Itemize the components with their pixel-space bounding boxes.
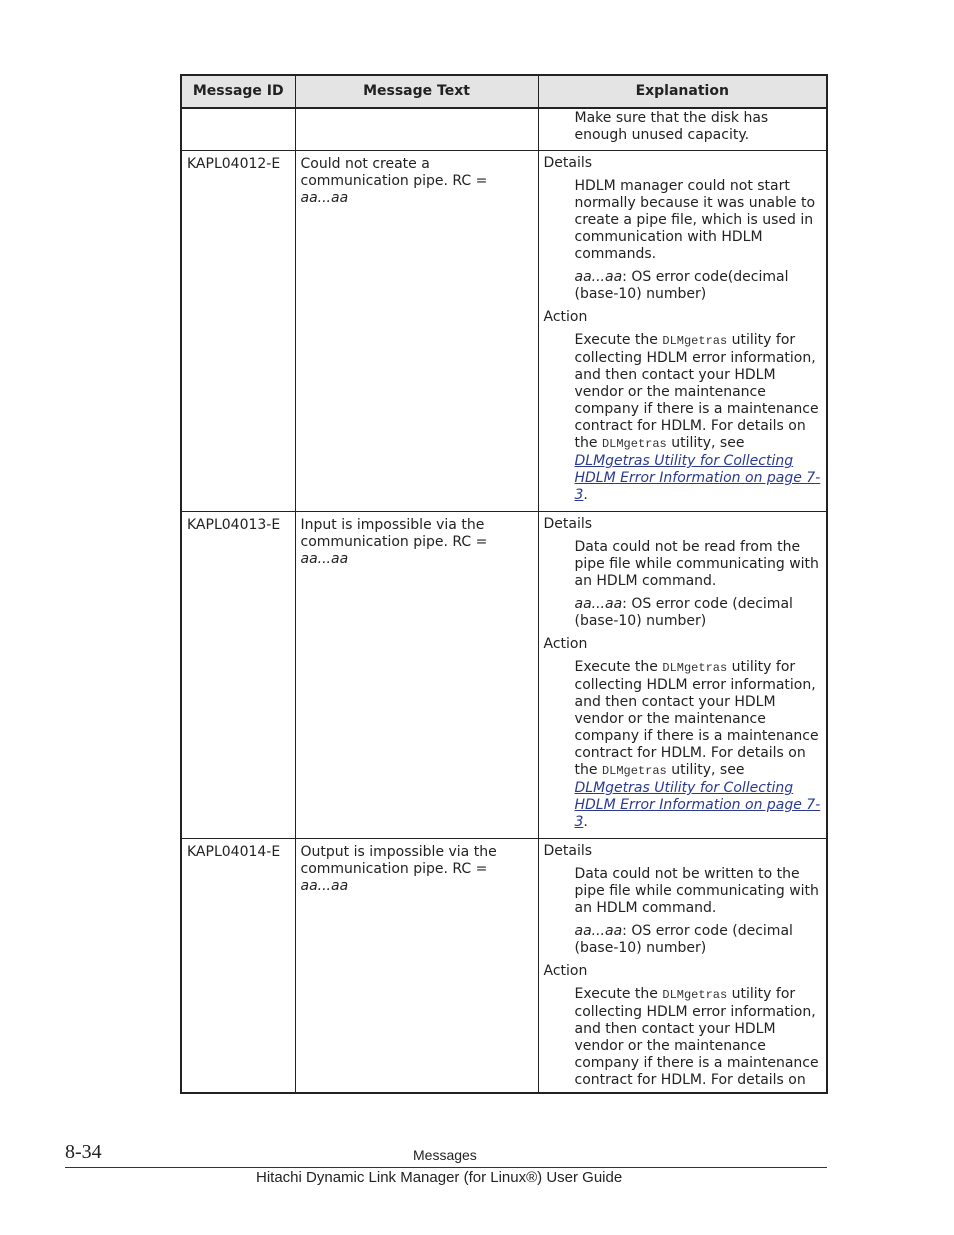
variable-name: aa...aa <box>574 269 623 285</box>
command-name: DLMgetras <box>662 988 728 1002</box>
action-text-part: Execute the <box>574 659 663 675</box>
command-name: DLMgetras <box>601 437 667 451</box>
action-text <box>575 986 822 1089</box>
details-text: Data could not be read from the pipe file while communicating with an HDLM command. <box>574 539 819 589</box>
table-row <box>181 512 827 839</box>
action-text-end: . <box>583 487 588 503</box>
action-text-part: utility for collecting HDLM error information, and then contact your HDLM vendor or the maintenance company if there is a maintenance contract for HDLM. For details on <box>574 986 819 1088</box>
message-text <box>295 151 538 512</box>
details-text: HDLM manager could not start normally because it was unable to create a pipe file, which is used in communication with HDLM commands. <box>574 178 816 262</box>
command-name: DLMgetras <box>662 334 728 348</box>
continued-explanation-cell <box>538 108 827 151</box>
reference-link[interactable]: DLMgetras Utility for Collecting HDLM Error Information on page 7-3 <box>574 453 821 503</box>
action-text-part: utility, see <box>666 435 745 451</box>
action-label: Action <box>543 963 588 979</box>
message-text-variable: aa...aa <box>300 878 349 894</box>
explanation-cell <box>538 839 827 1094</box>
message-id: KAPL04012-E <box>181 151 295 512</box>
message-text-prefix: Could not create a communication pipe. RC = <box>300 156 488 189</box>
message-text-variable: aa...aa <box>300 551 349 567</box>
command-name: DLMgetras <box>662 661 728 675</box>
message-id: KAPL04014-E <box>181 839 295 1094</box>
action-label: Action <box>543 636 588 652</box>
action-label: Action <box>543 309 588 325</box>
footer-book-title: Hitachi Dynamic Link Manager (for Linux®) User Guide <box>256 1169 623 1186</box>
header-message-text: Message Text <box>295 75 538 108</box>
table-row <box>181 839 827 1094</box>
action-text-part: Execute the <box>574 986 663 1002</box>
details-text: Data could not be written to the pipe file while communicating with an HDLM command. <box>574 866 819 916</box>
explanation-cell <box>538 151 827 512</box>
action-text-part: utility for collecting HDLM error information, and then contact your HDLM vendor or the maintenance company if there is a maintenance contract for HDLM. For details on the <box>574 332 819 451</box>
message-text-prefix: Input is impossible via the communication pipe. RC = <box>300 517 488 550</box>
variable-description <box>575 923 822 957</box>
action-text-part: Execute the <box>574 332 663 348</box>
continued-action-text: Make sure that the disk has enough unused capacity. <box>574 110 769 143</box>
command-name: DLMgetras <box>601 764 667 778</box>
footer-divider <box>65 1167 827 1168</box>
variable-name: aa...aa <box>574 923 623 939</box>
details-label: Details <box>543 516 593 532</box>
messages-table <box>180 74 828 1094</box>
action-text-part: utility for collecting HDLM error information, and then contact your HDLM vendor or the maintenance company if there is a maintenance contract for HDLM. For details on the <box>574 659 819 778</box>
explanation-cell <box>538 512 827 839</box>
message-text-prefix: Output is impossible via the communication pipe. RC = <box>300 844 497 877</box>
message-text-variable: aa...aa <box>300 190 349 206</box>
variable-meaning: : OS error code (decimal (base-10) number) <box>574 923 793 956</box>
action-text-end: . <box>583 814 588 830</box>
variable-meaning: : OS error code(decimal (base-10) number) <box>574 269 789 302</box>
continued-text-cell <box>295 108 538 151</box>
action-text <box>575 332 822 504</box>
details-label: Details <box>543 155 593 171</box>
details-label: Details <box>543 843 593 859</box>
variable-meaning: : OS error code (decimal (base-10) number) <box>574 596 793 629</box>
message-text <box>295 512 538 839</box>
table-header-row <box>181 75 827 108</box>
reference-link[interactable]: DLMgetras Utility for Collecting HDLM Error Information on page 7-3 <box>574 780 821 830</box>
variable-description <box>575 269 822 303</box>
message-id: KAPL04013-E <box>181 512 295 839</box>
variable-description <box>575 596 822 630</box>
table-row <box>181 151 827 512</box>
footer-section-name: Messages <box>413 1147 477 1163</box>
table-row-continued <box>181 108 827 151</box>
message-text <box>295 839 538 1094</box>
variable-name: aa...aa <box>574 596 623 612</box>
header-explanation: Explanation <box>538 75 827 108</box>
action-text-part: utility, see <box>666 762 745 778</box>
header-message-id: Message ID <box>181 75 295 108</box>
action-text <box>575 659 822 831</box>
page-number: 8-34 <box>65 1141 102 1163</box>
continued-id-cell <box>181 108 295 151</box>
